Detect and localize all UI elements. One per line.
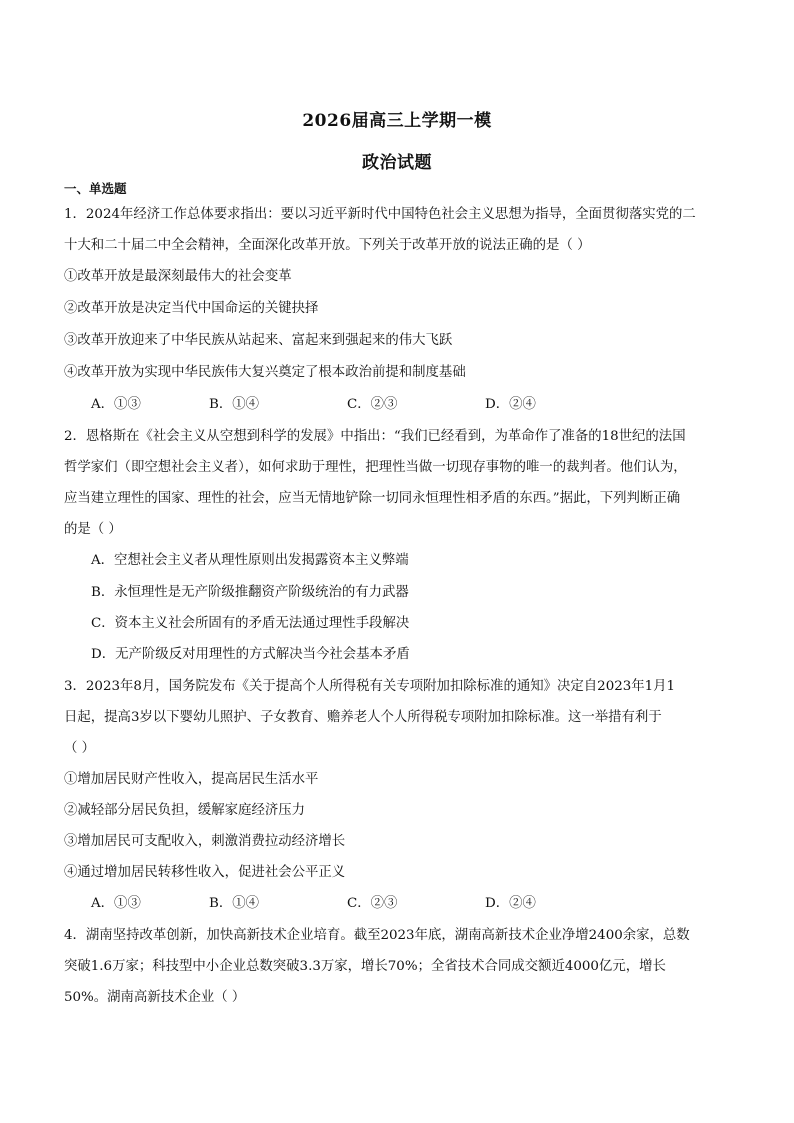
- exam-title: 2026届高三上学期一模: [302, 111, 492, 131]
- q2-line-2: 哲学家们（即空想社会主义者），如何求助于理性，把理性当做一切现存事物的唯一的裁判者。他们认为，: [64, 460, 687, 475]
- q4-line-2: 突破1.6万家；科技型中小企业总数突破3.3万家，增长70%；全省技术合同成交额近4000亿元，增长: [64, 959, 666, 974]
- q1-option-a[interactable]: A．①③: [91, 397, 141, 412]
- q1-item-1: ①改革开放是最深刻最伟大的社会变革: [64, 269, 292, 284]
- q3-option-d[interactable]: D．②④: [485, 896, 536, 911]
- q2-option-a[interactable]: A．空想社会主义者从理性原则出发揭露资本主义弊端: [91, 553, 409, 568]
- q3-item-4: ④通过增加居民转移性收入，促进社会公平正义: [64, 865, 346, 880]
- q3-option-b[interactable]: B．①④: [209, 896, 260, 911]
- q2-line-3: 应当建立理性的国家、理性的社会，应当无情地铲除一切同永恒理性相矛盾的东西。”据此，下列判断正确: [64, 491, 681, 506]
- q2-option-c[interactable]: C．资本主义社会所固有的矛盾无法通过理性手段解决: [91, 616, 410, 631]
- q1-option-b[interactable]: B．①④: [209, 397, 260, 412]
- q2-option-d[interactable]: D．无产阶级反对用理性的方式解决当今社会基本矛盾: [91, 647, 410, 662]
- exam-subtitle: 政治试题: [362, 153, 432, 173]
- q1-item-2: ②改革开放是决定当代中国命运的关键抉择: [64, 301, 319, 316]
- q3-item-3: ③增加居民可支配收入，刺激消费拉动经济增长: [64, 834, 346, 849]
- q3-item-1: ①增加居民财产性收入，提高居民生活水平: [64, 772, 319, 787]
- q1-item-4: ④改革开放为实现中华民族伟大复兴奠定了根本政治前提和制度基础: [64, 365, 466, 380]
- q1-option-c[interactable]: C．②③: [347, 397, 398, 412]
- q3-option-a[interactable]: A．①③: [91, 896, 141, 911]
- q1-line-1: 1．2024年经济工作总体要求指出：要以习近平新时代中国特色社会主义思想为指导，全面贯彻落实党的二: [64, 207, 696, 222]
- q3-line-2: 日起，提高3岁以下婴幼儿照护、子女教育、赡养老人个人所得税专项附加扣除标准。这一举措有利于: [64, 710, 662, 725]
- q3-line-3: （ ）: [64, 741, 96, 756]
- q4-line-3: 50%。湖南高新技术企业（ ）: [64, 990, 246, 1005]
- q2-line-4: 的是（ ）: [64, 522, 122, 537]
- q2-line-1: 2．恩格斯在《社会主义从空想到科学的发展》中指出：“我们已经看到，为革命作了准备的18世纪的法国: [64, 429, 686, 444]
- q3-item-2: ②减轻部分居民负担，缓解家庭经济压力: [64, 803, 306, 818]
- q2-option-b[interactable]: B．永恒理性是无产阶级推翻资产阶级统治的有力武器: [91, 585, 409, 600]
- q3-line-1: 3．2023年8月，国务院发布《关于提高个人所得税有关专项附加扣除标准的通知》决定自2023年1月1: [64, 679, 676, 694]
- q1-option-d[interactable]: D．②④: [485, 397, 536, 412]
- q1-line-2: 十大和二十届二中全会精神，全面深化改革开放。下列关于改革开放的说法正确的是（ ）: [64, 238, 591, 253]
- q4-line-1: 4．湖南坚持改革创新，加快高新技术企业培育。截至2023年底，湖南高新技术企业净增2400余家，总数: [64, 928, 690, 943]
- section-heading: 一、单选题: [64, 181, 127, 196]
- q1-options: [91, 396, 536, 414]
- q1-item-3: ③改革开放迎来了中华民族从站起来、富起来到强起来的伟大飞跃: [64, 333, 453, 348]
- q3-option-c[interactable]: C．②③: [347, 896, 398, 911]
- q3-options: [91, 895, 536, 913]
